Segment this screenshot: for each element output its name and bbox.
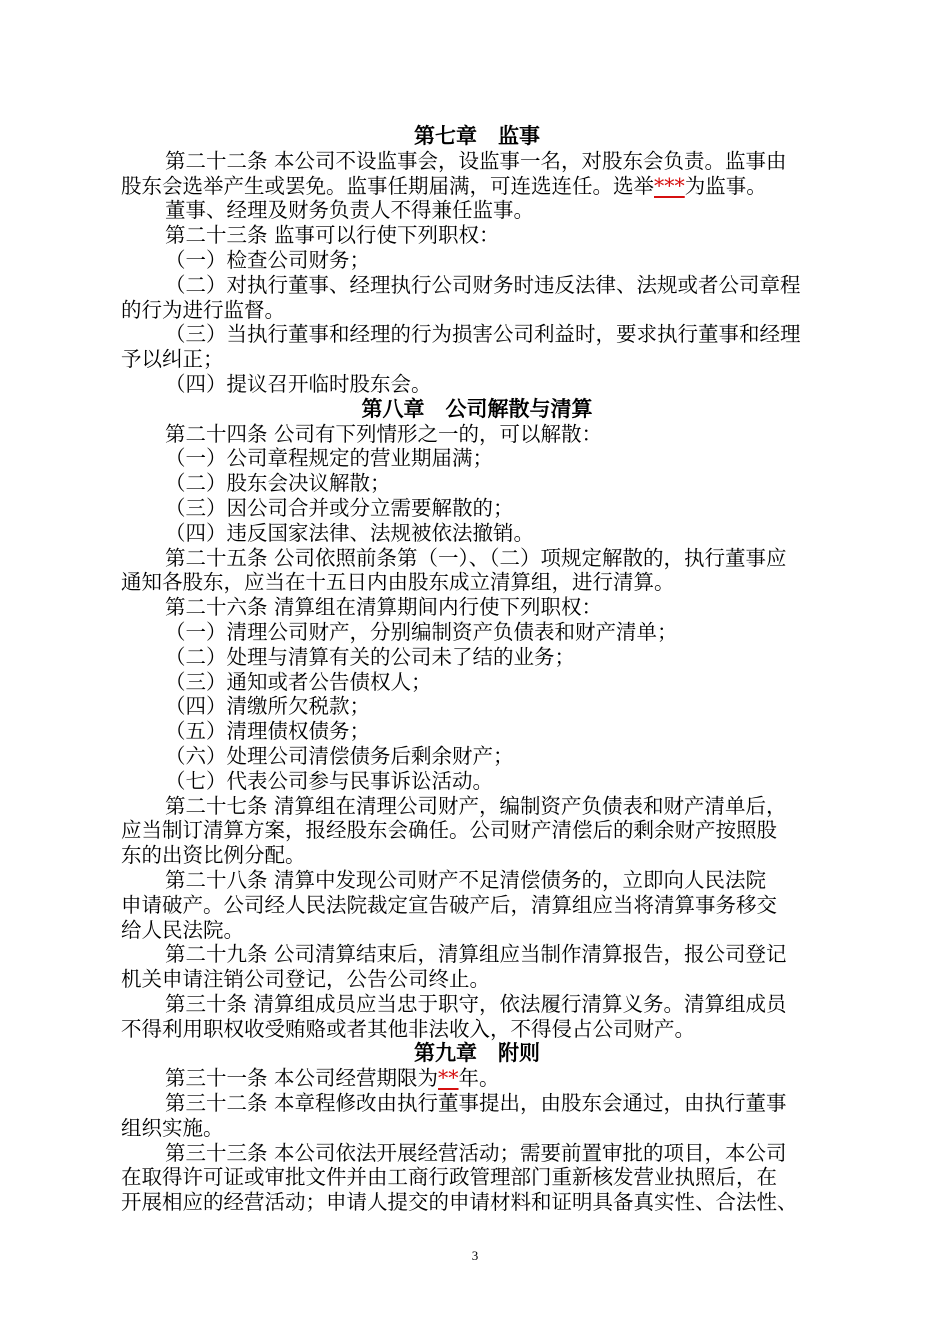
line-text: （一）清理公司财产，分别编制资产负债表和财产清单； [165,619,678,644]
chapter-heading [121,1041,833,1066]
line-text: （二）对执行董事、经理执行公司财务时违反法律、法规或者公司章程 [165,272,801,297]
text-line [121,198,833,223]
line-text: 第三十三条 本公司依法开展经营活动；需要前置审批的项目，本公司 [165,1140,787,1165]
chapter-heading [121,124,833,149]
text-line [121,570,833,595]
line-text: （五）清理债权债务； [165,719,370,744]
line-text-continued: 为监事。 [684,173,767,198]
text-line [121,744,833,769]
text-line [121,843,833,868]
text-line [121,595,833,620]
line-text: 申请破产。公司经人民法院裁定宣告破产后，清算组应当将清算事务移交 [121,892,777,917]
text-line [121,322,833,347]
text-line [121,893,833,918]
text-line [121,471,833,496]
line-text: 应当制订清算方案，报经股东会确任。公司财产清偿后的剩余财产按照股 [121,818,777,843]
line-text: 第二十四条 公司有下列情形之一的，可以解散： [165,421,603,446]
document-body [121,124,833,1215]
text-line [121,347,833,372]
line-text: （四）违反国家法律、法规被依法撤销。 [165,520,534,545]
text-line [121,149,833,174]
text-line [121,521,833,546]
text-line [121,446,833,471]
line-text: （三）因公司合并或分立需要解散的； [165,495,514,520]
line-text: （四）提议召开临时股东会。 [165,371,432,396]
text-line [121,719,833,744]
line-text: 第九章 附则 [414,1040,540,1066]
line-text: 第二十九条 公司清算结束后，清算组应当制作清算报告，报公司登记 [165,942,787,967]
line-text: 第二十八条 清算中发现公司财产不足清偿债务的，立即向人民法院 [165,867,767,892]
text-line [121,1066,833,1091]
line-text: 在取得许可证或审批文件并由工商行政管理部门重新核发营业执照后，在 [121,1165,777,1190]
line-text: （一）公司章程规定的营业期届满； [165,446,493,471]
text-line [121,372,833,397]
text-line [121,174,833,199]
text-line [121,1141,833,1166]
text-line [121,546,833,571]
placeholder-mark: ** [438,1066,459,1091]
line-text: 第三十一条 本公司经营期限为 [165,1066,439,1091]
line-text: 第二十六条 清算组在清算期间内行使下列职权： [165,595,603,620]
line-text: 东的出资比例分配。 [121,843,306,868]
line-text: 开展相应的经营活动；申请人提交的申请材料和证明具备真实性、合法性、 [121,1190,798,1215]
text-line [121,273,833,298]
line-text: （二）处理与清算有关的公司未了结的业务； [165,644,575,669]
line-text: 第二十三条 监事可以行使下列职权： [165,223,500,248]
line-text: 给人民法院。 [121,917,244,942]
line-text: 予以纠正； [121,347,224,372]
text-line [121,223,833,248]
text-line [121,248,833,273]
line-text: 机关申请注销公司登记，公告公司终止。 [121,967,490,992]
line-text: 第二十五条 公司依照前条第（一）、（二）项规定解散的，执行董事应 [165,545,787,570]
chapter-heading [121,397,833,422]
line-text: 董事、经理及财务负责人不得兼任监事。 [165,198,534,223]
text-line [121,794,833,819]
text-line [121,942,833,967]
text-line [121,1091,833,1116]
line-text: 第七章 监事 [414,123,540,148]
line-text: 第二十七条 清算组在清理公司财产，编制资产负债表和财产清单后， [165,793,787,818]
text-line [121,1017,833,1042]
text-line [121,1165,833,1190]
text-line [121,694,833,719]
line-text: 第八章 公司解散与清算 [361,395,593,421]
line-text: 组织实施。 [121,1115,224,1140]
page-number: 3 [471,1248,479,1263]
text-line [121,670,833,695]
line-text: 通知各股东，应当在十五日内由股东成立清算组，进行清算。 [121,570,675,595]
text-line [121,620,833,645]
line-text: （二）股东会决议解散； [165,471,391,496]
line-text: 第三十二条 本章程修改由执行董事提出，由股东会通过，由执行董事 [165,1091,787,1116]
line-text: （四）清缴所欠税款； [165,694,370,719]
text-line [121,298,833,323]
line-text-continued: 年。 [458,1066,500,1091]
text-line [121,1116,833,1141]
placeholder-mark: *** [654,173,685,198]
line-text: （三）通知或者公告债权人； [165,669,432,694]
line-text: （七）代表公司参与民事诉讼活动。 [165,768,493,793]
text-line [121,868,833,893]
text-line [121,967,833,992]
line-text: （一）检查公司财务； [165,247,370,272]
text-line [121,1190,833,1215]
text-line [121,645,833,670]
line-text: 股东会选举产生或罢免。监事任期届满，可连选连任。选举 [121,173,654,198]
line-text: 的行为进行监督。 [121,297,285,322]
line-text: （六）处理公司清偿债务后剩余财产； [165,743,514,768]
line-text: 不得利用职权收受贿赂或者其他非法收入，不得侵占公司财产。 [121,1016,695,1041]
line-text: （三）当执行董事和经理的行为损害公司利益时，要求执行董事和经理 [165,322,801,347]
text-line [121,992,833,1017]
line-text: 第三十条 清算组成员应当忠于职守，依法履行清算义务。清算组成员 [165,991,787,1016]
text-line [121,769,833,794]
text-line [121,422,833,447]
text-line [121,918,833,943]
text-line [121,818,833,843]
text-line [121,496,833,521]
line-text: 第二十二条 本公司不设监事会，设监事一名，对股东会负责。监事由 [165,148,787,173]
